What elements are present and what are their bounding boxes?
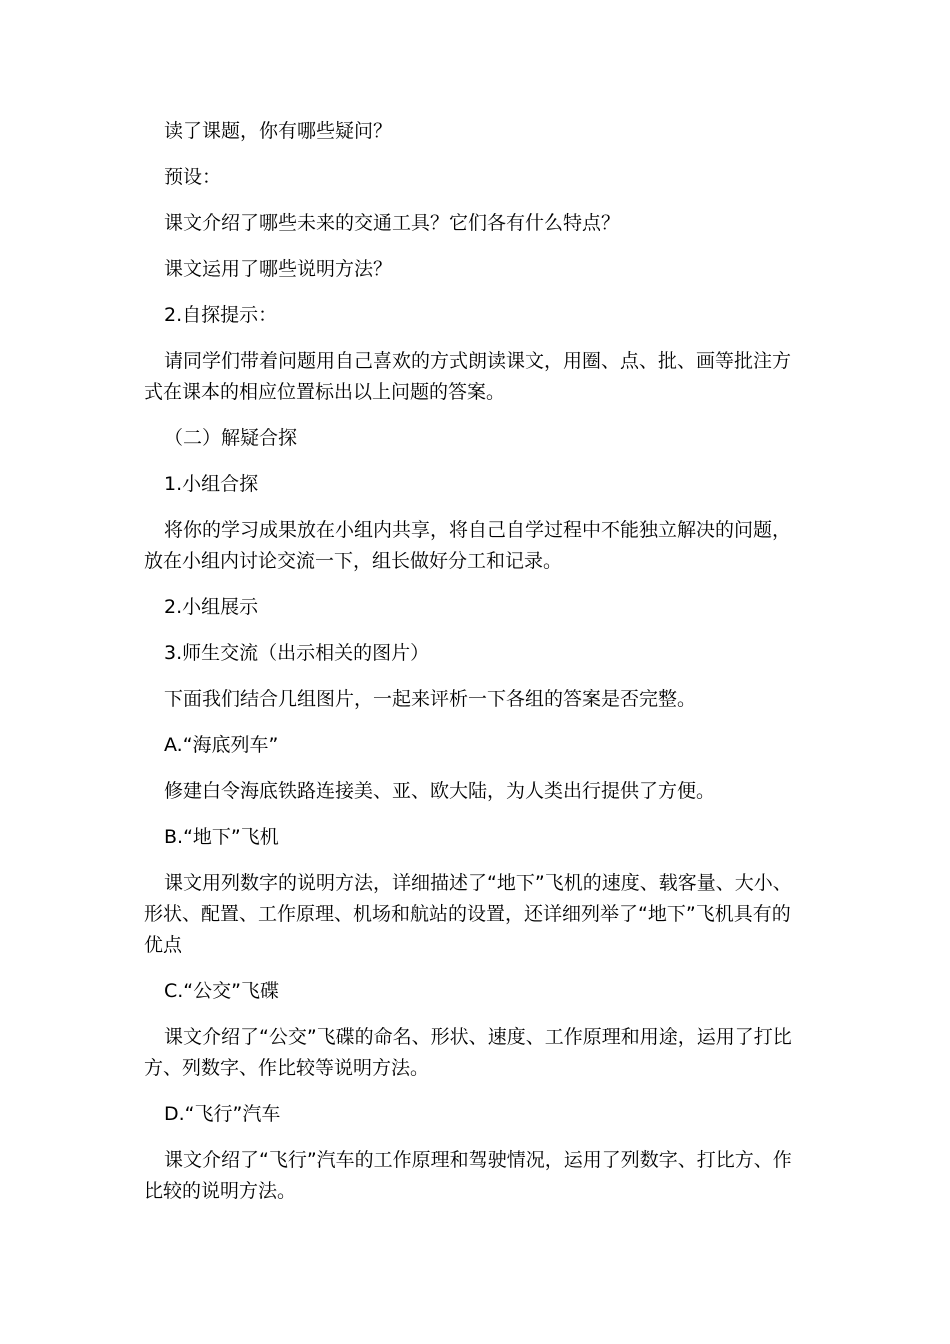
paragraph-question-intro: 读了课题，你有哪些疑问？ xyxy=(164,120,393,142)
paragraph-item-c-text: 课文介绍了“公交”飞碟的命名、形状、速度、工作原理和用途，运用了打比方、列数字、作比较等说明方法。 xyxy=(144,1026,792,1079)
paragraph-item-d-heading: D.“飞行”汽车 xyxy=(164,1103,281,1125)
paragraph-group-show-heading: 2.小组展示 xyxy=(164,596,259,618)
paragraph-group-explore-text: 将你的学习成果放在小组内共享，将自己自学过程中不能独立解决的问题，放在小组内讨论交流一下，组长做好分工和记录。 xyxy=(144,519,792,572)
paragraph-question-methods: 课文运用了哪些说明方法？ xyxy=(164,258,393,280)
paragraph-section-two-heading: （二）解疑合探 xyxy=(164,427,298,449)
paragraph-self-explore-text: 请同学们带着问题用自己喜欢的方式朗读课文，用圈、点、批、画等批注方式在课本的相应位置标出以上问题的答案。 xyxy=(144,350,792,403)
paragraph-item-d-text: 课文介绍了“飞行”汽车的工作原理和驾驶情况，运用了列数字、打比方、作比较的说明方法。 xyxy=(144,1149,792,1202)
paragraph-item-a-heading: A.“海底列车” xyxy=(164,734,279,756)
paragraph-item-c-heading: C.“公交”飞碟 xyxy=(164,980,279,1002)
paragraph-preset-label: 预设： xyxy=(164,166,222,188)
paragraph-item-b-heading: B.“地下”飞机 xyxy=(164,826,279,848)
paragraph-self-explore-heading: 2.自探提示： xyxy=(164,304,278,326)
paragraph-review-intro: 下面我们结合几组图片，一起来评析一下各组的答案是否完整。 xyxy=(164,688,697,710)
paragraph-item-b-text: 课文用列数字的说明方法，详细描述了“地下”飞机的速度、载客量、大小、形状、配置、工作原理、机场和航站的设置，还详细列举了“地下”飞机具有的优点 xyxy=(144,872,792,956)
paragraph-teacher-exchange-heading: 3.师生交流（出示相关的图片） xyxy=(164,642,430,664)
paragraph-item-a-text: 修建白令海底铁路连接美、亚、欧大陆，为人类出行提供了方便。 xyxy=(164,780,716,802)
document-body xyxy=(144,116,802,1222)
paragraph-group-explore-heading: 1.小组合探 xyxy=(164,473,259,495)
paragraph-question-vehicles: 课文介绍了哪些未来的交通工具？它们各有什么特点？ xyxy=(164,212,621,234)
